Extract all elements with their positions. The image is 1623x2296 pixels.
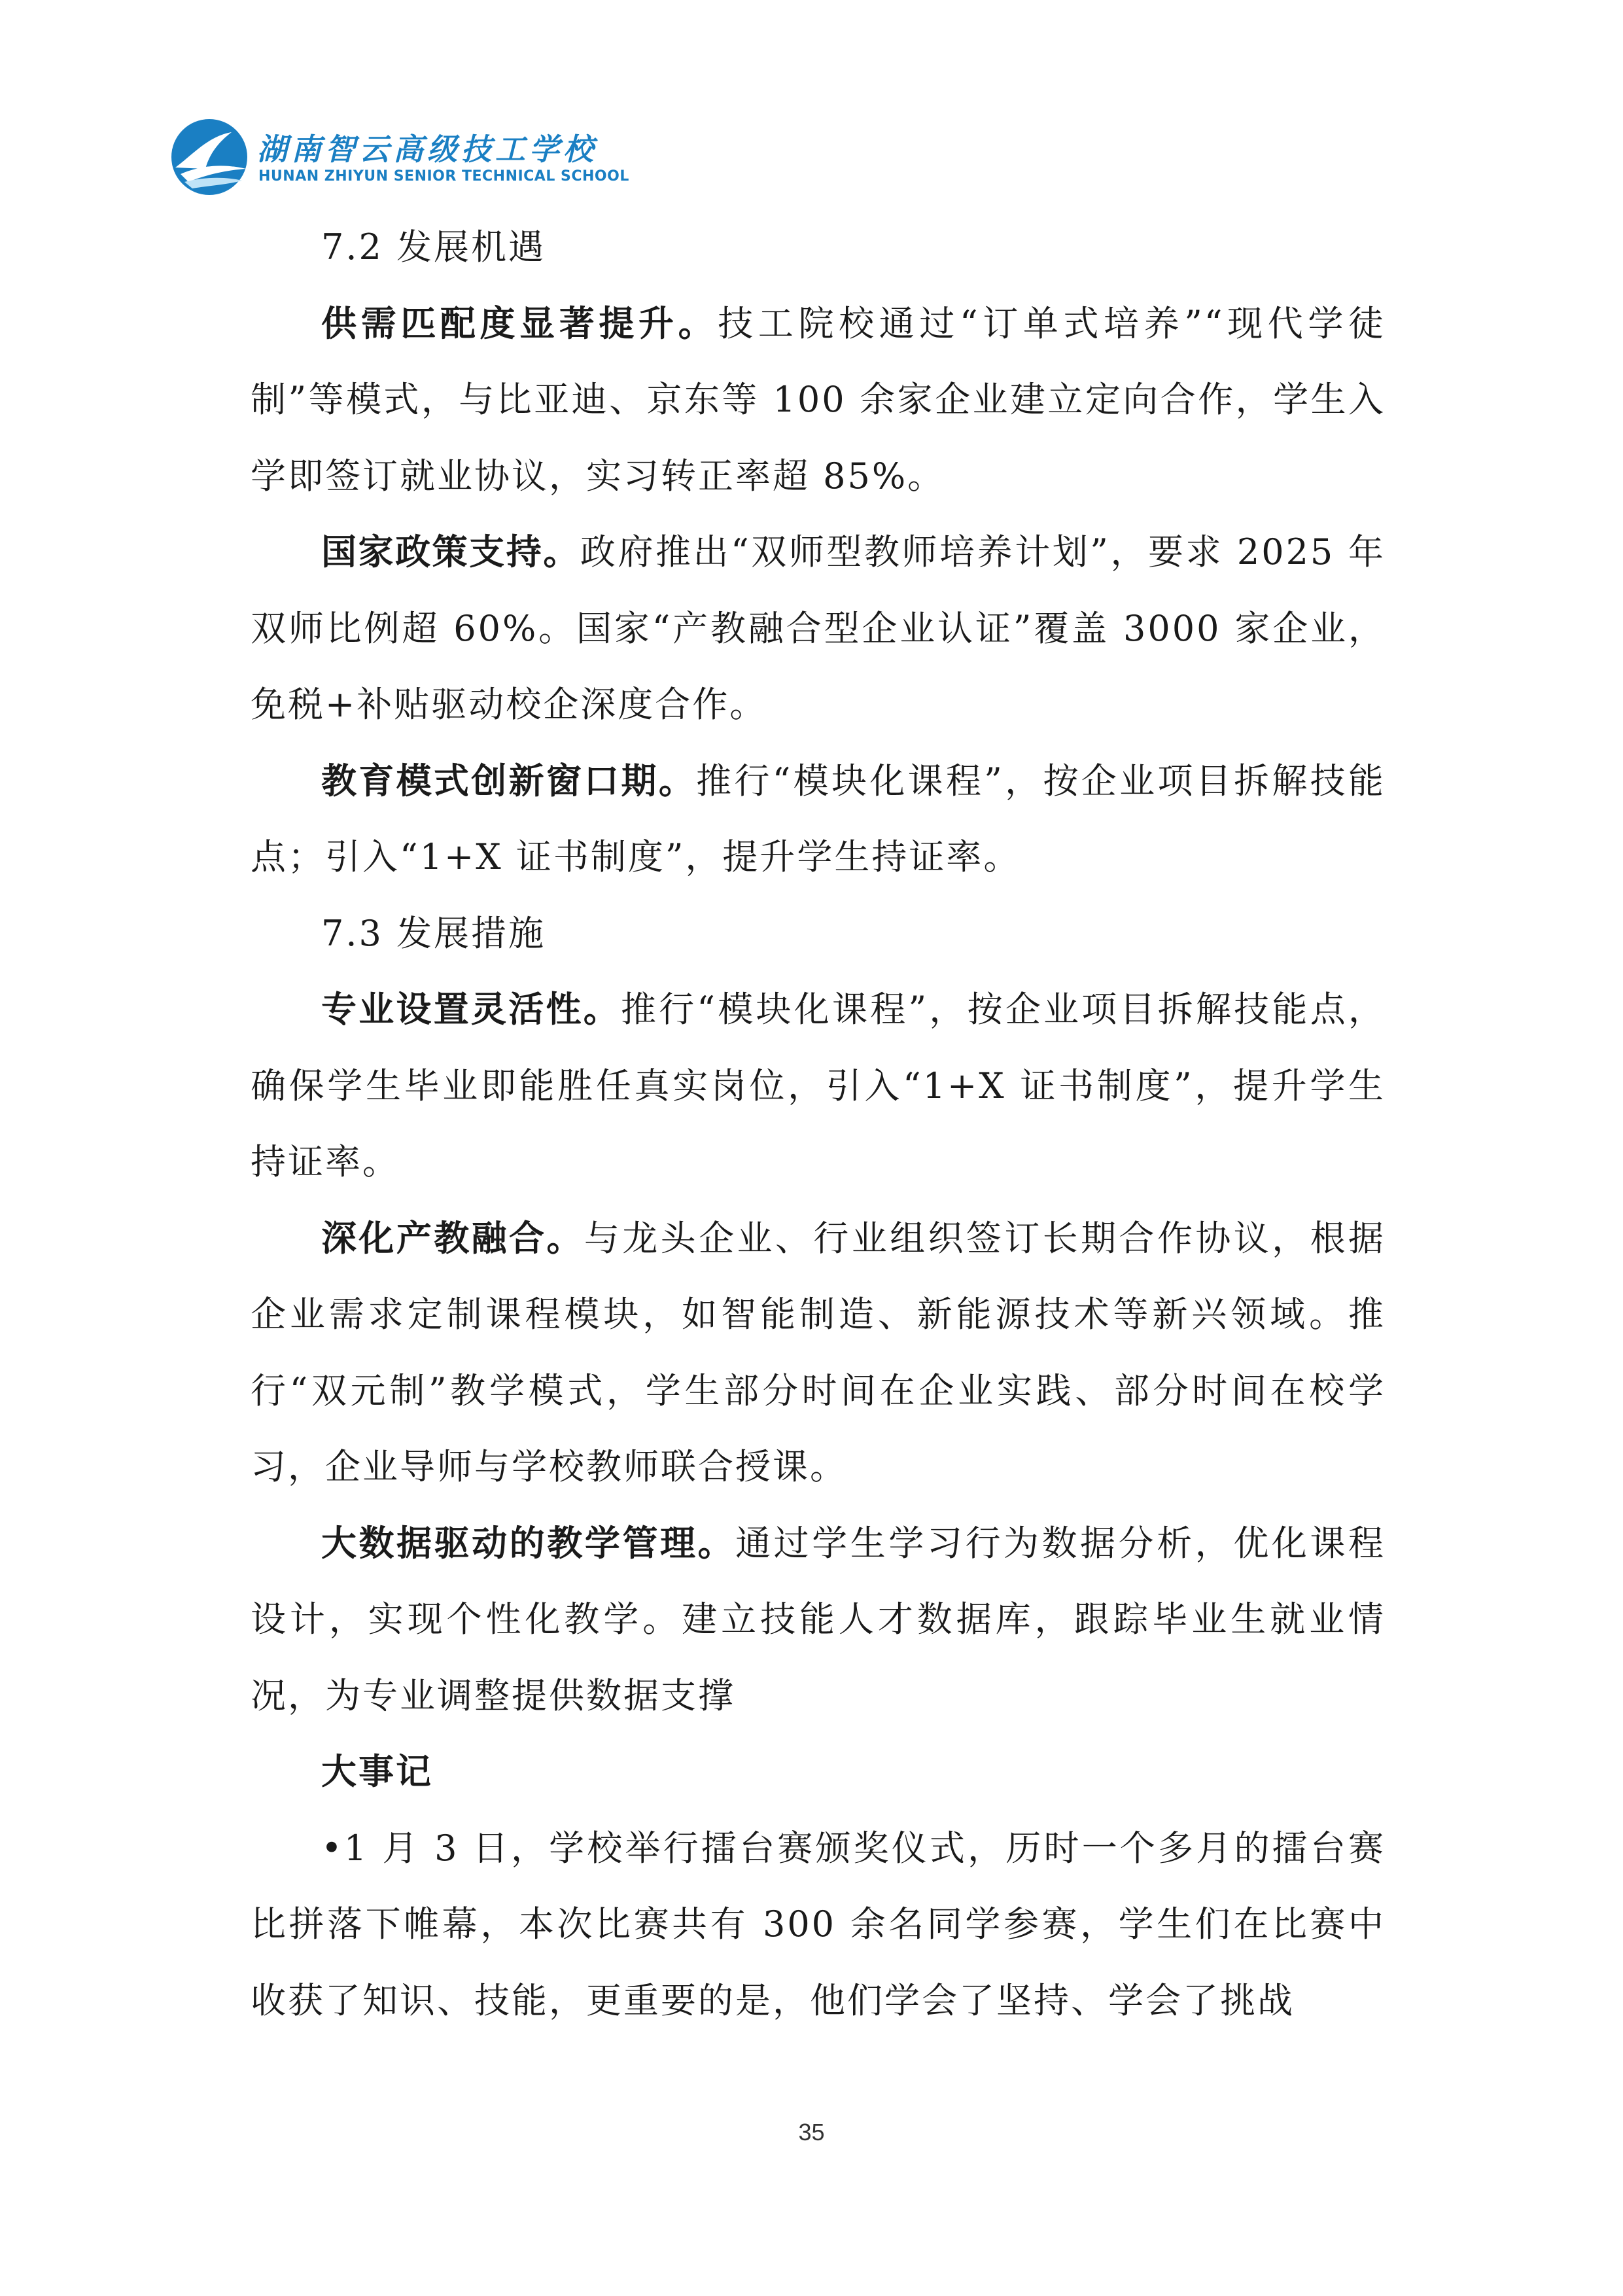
paragraph-lead: 国家政策支持。 (321, 531, 580, 573)
school-name-cn: 湖南智云高级技工学校 (257, 132, 597, 167)
paragraph-lead: 专业设置灵活性。 (321, 989, 621, 1030)
paragraph (251, 1506, 1386, 1735)
events-heading: 大事记 (321, 1751, 433, 1792)
section-heading: 7.2 发展机遇 (321, 226, 546, 268)
paragraph-text: 通过学生学习行为数据分析，优化课程设计，实现个性化教学。建立技能人才数据库，跟踪毕业生就业情况，为专业调整提供数据支撑 (251, 1522, 1386, 1716)
paragraph-lead: 深化产教融合。 (321, 1217, 584, 1259)
school-name-en: HUNAN ZHIYUN SENIOR TECHNICAL SCHOOL (258, 168, 629, 185)
event-item: •1 月 3 日，学校举行擂台赛颁奖仪式，历时一个多月的擂台赛比拼落下帷幕，本次比赛共有 300 余名同学参赛，学生们在比赛中收获了知识、技能，更重要的是，他们学会了坚持、学会了挑战 (251, 1827, 1386, 2021)
paragraph (251, 514, 1386, 743)
paragraph-text: 推行“模块化课程”，按企业项目拆解技能点；引入“1+X 证书制度”，提升学生持证率。 (251, 760, 1386, 877)
paragraph-text: 政府推出“双师型教师培养计划”，要求 2025 年双师比例超 60%。国家“产教融合型企业认证”覆盖 3000 家企业，免税+补贴驱动校企深度合作。 (251, 531, 1386, 725)
section-heading: 7.3 发展措施 (321, 912, 546, 954)
paragraph-lead: 供需匹配度显著提升。 (321, 302, 718, 344)
wave-swoosh-logo-icon (169, 116, 251, 198)
paragraph (251, 972, 1386, 1201)
paragraph-text: 与龙头企业、行业组织签订长期合作协议，根据企业需求定制课程模块，如智能制造、新能源技术等新兴领域。推行“双元制”教学模式，学生部分时间在企业实践、部分时间在校学习，企业导师与学校教师联合授课。 (251, 1217, 1386, 1487)
paragraph-text: 推行“模块化课程”，按企业项目拆解技能点，确保学生毕业即能胜任真实岗位，引入“1+X 证书制度”，提升学生持证率。 (251, 989, 1386, 1182)
page-number: 35 (798, 2119, 825, 2146)
paragraph (251, 743, 1386, 896)
paragraph-lead: 大数据驱动的教学管理。 (321, 1522, 736, 1564)
paragraph-text: 技工院校通过“订单式培养”“现代学徒制”等模式，与比亚迪、京东等 100 余家企业建立定向合作，学生入学即签订就业协议，实习转正率超 85%。 (251, 302, 1386, 497)
document-body (251, 209, 1386, 2039)
paragraph-lead: 教育模式创新窗口期。 (321, 760, 697, 802)
paragraph (251, 1201, 1386, 1506)
paragraph (251, 286, 1386, 515)
school-header (169, 111, 758, 203)
